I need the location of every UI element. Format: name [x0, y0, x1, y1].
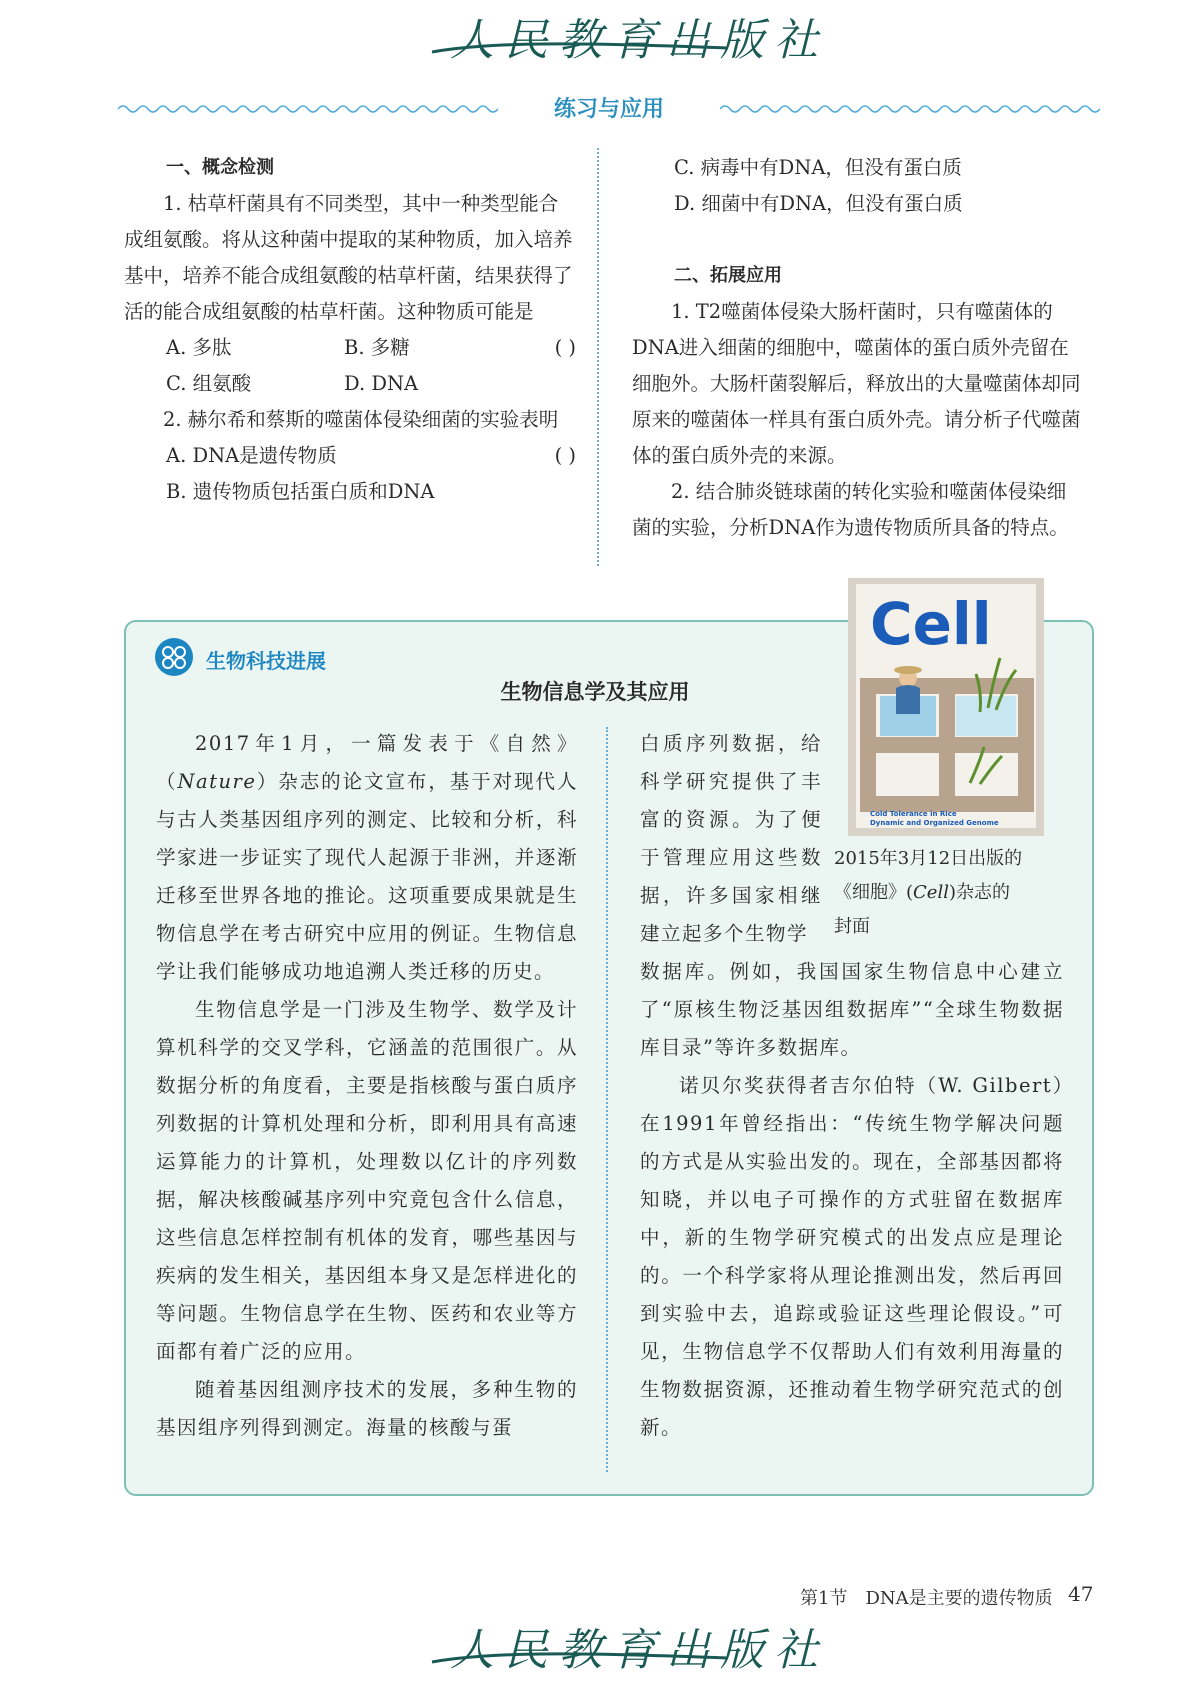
- box-right-column: [640, 953, 1064, 1447]
- logo-swoosh-top: [430, 40, 730, 56]
- caption-journal-cn: 《细胞》(: [834, 882, 914, 903]
- exercise-section-title: 练习与应用: [544, 97, 674, 122]
- paragraph-nature-rest: ）杂志的论文宣布，基于对现代人与古人类基因组序列的测定、比较和分析，科学家进一步证实了现代人起源于非洲，并逐渐迁移至世界各地的推论。这项重要成果就是生物信息学在考古研究中应用的例证。生物信息学让我们能够成功地追溯人类迁移的历史。: [156, 770, 578, 983]
- exercise-left-column: [124, 150, 576, 510]
- bioinformatics-title: 生物信息学及其应用: [500, 680, 690, 704]
- option: B. 遗传物质包括蛋白质和DNA: [166, 480, 435, 503]
- molecule-badge-icon: [154, 637, 194, 677]
- box-right-narrow-text: 白质序列数据，给科学研究提供了丰富的资源。为了便于管理应用这些数据，许多国家相继建立起多个生物学: [640, 732, 822, 945]
- footer-section-title: 第1节 DNA是主要的遗传物质: [800, 1588, 1053, 1609]
- cell-journal-cover-image: [848, 578, 1044, 836]
- extension-question-2: 2. 结合肺炎链球菌的转化实验和噬菌体侵染细菌的实验，分析DNA作为遗传物质所具备的特点。: [632, 480, 1069, 539]
- paragraph-nature-start: 2017年1月，一篇发表于《自然》（: [156, 732, 578, 793]
- question-2-text: 2. 赫尔希和蔡斯的噬菌体侵染细菌的实验表明: [163, 408, 559, 431]
- caption-journal-en: Cell: [913, 882, 949, 903]
- exercise-section-header: [118, 92, 1100, 128]
- paragraph-definition: 生物信息学是一门涉及生物学、数学及计算机科学的交叉学科，它涵盖的范围很广。从数据分析的角度看，主要是指核酸与蛋白质序列数据的计算机处理和分析，即利用具有高速运算能力的计算机，处理数以亿计的序列数据，解决核酸碱基序列中究竟包含什么信息，这些信息怎样控制有机体的发育，哪些基因与疾病的发生相关，基因组本身又是怎样进化的等问题。生物信息学在生物、医药和农业等方面都有着广泛的应用。: [156, 998, 578, 1363]
- paragraph-sequencing: 随着基因组测序技术的发展，多种生物的基因组序列得到测定。海量的核酸与蛋: [156, 1378, 578, 1439]
- extension-question-1: 1. T2噬菌体侵染大肠杆菌时，只有噬菌体的DNA进入细菌的细胞中，噬菌体的蛋白质外壳留在细胞外。大肠杆菌裂解后，释放出的大量噬菌体却同原来的噬菌体一样具有蛋白质外壳。请分析子代噬菌体的蛋白质外壳的来源。: [632, 300, 1081, 467]
- option: A. DNA是遗传物质: [166, 444, 337, 467]
- caption-line-journal: [834, 876, 1074, 910]
- question-1-text: 1. 枯草杆菌具有不同类型，其中一种类型能合成组氨酸。将从这种菌中提取的某种物质，加入培养基中，培养不能合成组氨酸的枯草杆菌，结果获得了活的能合成组氨酸的枯草杆菌。这种物质可能是: [124, 192, 573, 323]
- exercise-right-column: [632, 150, 1084, 546]
- option: D. DNA: [344, 372, 419, 395]
- option: B. 多糖: [344, 336, 410, 359]
- caption-line-date: 2015年3月12日出版的: [834, 848, 1023, 869]
- answer-bracket-2: ( ): [554, 444, 576, 467]
- box-left-column: [156, 725, 578, 1447]
- cover-caption: [834, 842, 1074, 944]
- column-divider: [597, 148, 599, 566]
- logo-swoosh-bottom: [430, 1650, 730, 1666]
- paragraph-databases: 数据库。例如，我国国家生物信息中心建立了“原核生物泛基因组数据库”“全球生物数据库目录”等许多数据库。: [640, 960, 1064, 1059]
- bio-tech-badge-label: 生物科技进展: [206, 649, 326, 673]
- concept-check-heading: 一、概念检测: [166, 157, 274, 178]
- paragraph-gilbert: 诺贝尔奖获得者吉尔伯特（W. Gilbert）在1991年曾经指出：“传统生物学解决问题的方式是从实验出发的。现在，全部基因都将知晓，并以电子可操作的方式驻留在数据库中，新的生物学研究模式的出发点应是理论的。一个科学家将从理论推测出发，然后再回到实验中去，追踪或验证这些理论假设。”可见，生物信息学不仅帮助人们有效利用海量的生物数据资源，还推动着生物学研究范式的创新。: [640, 1074, 1064, 1439]
- cover-subtitle-1: Cold Tolerance in Rice: [870, 810, 957, 818]
- page-number: 47: [1068, 1582, 1094, 1606]
- caption-journal-suffix: )杂志的: [948, 882, 1011, 903]
- journal-name-nature: Nature: [177, 770, 257, 793]
- option: D. 细菌中有DNA，但没有蛋白质: [674, 192, 963, 215]
- cover-subtitle-2: Dynamic and Organized Genome: [870, 819, 999, 827]
- box-column-divider: [606, 727, 608, 1472]
- extension-heading: 二、拓展应用: [674, 265, 782, 286]
- cover-journal-title: Cell: [870, 590, 992, 658]
- option: A. 多肽: [166, 336, 232, 359]
- option: C. 组氨酸: [166, 372, 252, 395]
- publisher-logo-top: 人民教育出版社: [450, 15, 828, 66]
- q1-options-row-1: [124, 330, 516, 366]
- answer-bracket-1: ( ): [554, 336, 576, 359]
- caption-line-cover: 封面: [834, 916, 870, 937]
- publisher-logo-bottom: 人民教育出版社: [450, 1625, 828, 1676]
- q1-options-row-2: [124, 366, 576, 402]
- paragraph-nature: [156, 725, 578, 991]
- option: C. 病毒中有DNA，但没有蛋白质: [674, 156, 962, 179]
